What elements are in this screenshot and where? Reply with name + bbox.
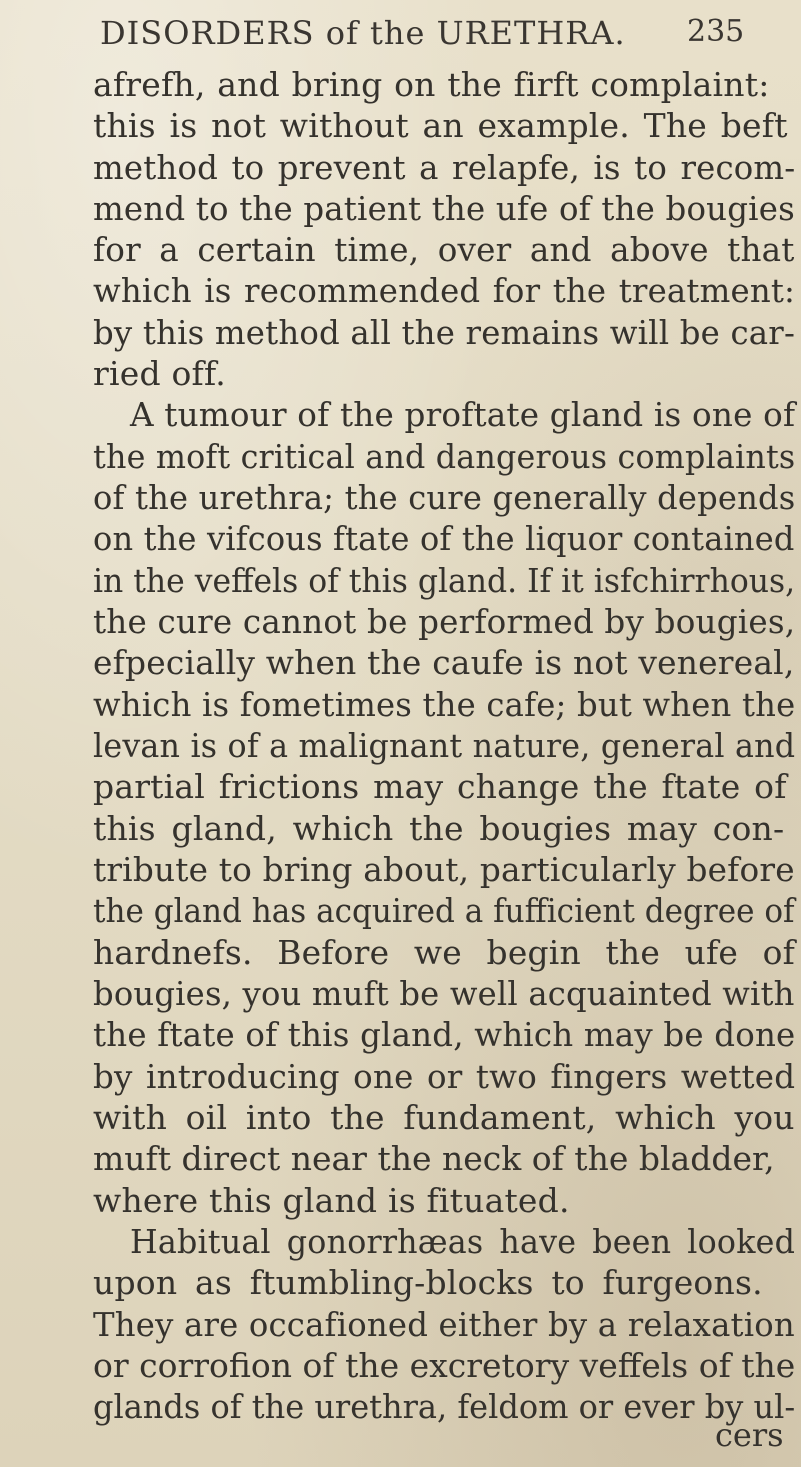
text-line: with oil into the fundament, which you [93, 1098, 795, 1137]
text-line: this gland, which the bougies may con- [93, 809, 785, 848]
text-line: the gland has acquired a fufficient degree of [93, 891, 795, 930]
text-line: of the urethra; the cure generally depends [93, 478, 796, 517]
text-line: partial frictions may change the ftate of [93, 767, 787, 806]
text-line: by this method all the remains will be car- [93, 313, 796, 352]
text-line: tribute to bring about, particularly before [93, 850, 795, 889]
text-line: upon as ftumbling-blocks to furgeons. [93, 1263, 763, 1302]
text-line: for a certain time, over and above that [93, 230, 795, 269]
text-line: efpecially when the caufe is not venereal, [93, 643, 795, 682]
text-line: They are occafioned either by a relaxation [93, 1305, 795, 1344]
text-line: the moft critical and dangerous complaints [93, 437, 796, 476]
text-line: mend to the patient the ufe of the bougies [93, 189, 795, 228]
catchword: cers [715, 1416, 784, 1454]
text-line: the ftate of this gland, which may be done [93, 1015, 796, 1054]
text-line: which is fometimes the cafe; but when the [93, 685, 796, 724]
text-line: glands of the urethra, feldom or ever by ul- [93, 1387, 796, 1426]
text-line: Habitual gonorrhæas have been looked [130, 1222, 796, 1261]
text-line: bougies, you muft be well acquainted with [93, 974, 795, 1013]
text-line: which is recommended for the treatment: [93, 271, 796, 310]
page-header [100, 8, 780, 58]
text-line: where this gland is fituated. [93, 1181, 570, 1220]
text-line: on the vifcous ftate of the liquor contained [93, 519, 795, 558]
text-line: or corrofion of the excretory veffels of the [93, 1346, 796, 1385]
text-line: in the veffels of this gland. If it isfchirrhous, [93, 561, 796, 600]
text-line: afrefh, and bring on the firft complaint: [93, 65, 770, 104]
text-line: ried off. [93, 354, 226, 393]
text-line: by introducing one or two fingers wetted [93, 1057, 796, 1096]
running-title: DISORDERS of the URETHRA. [100, 14, 626, 52]
text-line: the cure cannot be performed by bougies, [93, 602, 796, 641]
text-line: hardnefs. Before we begin the ufe of [93, 933, 796, 972]
text-line: A tumour of the proftate gland is one of [130, 395, 796, 434]
page-number: 235 [687, 14, 745, 49]
text-line: levan is of a malignant nature, general and [93, 726, 796, 765]
text-line: method to prevent a relapfe, is to recom- [93, 148, 796, 187]
text-line: muft direct near the neck of the bladder, [93, 1139, 775, 1178]
text-line: this is not without an example. The beft [93, 106, 788, 145]
